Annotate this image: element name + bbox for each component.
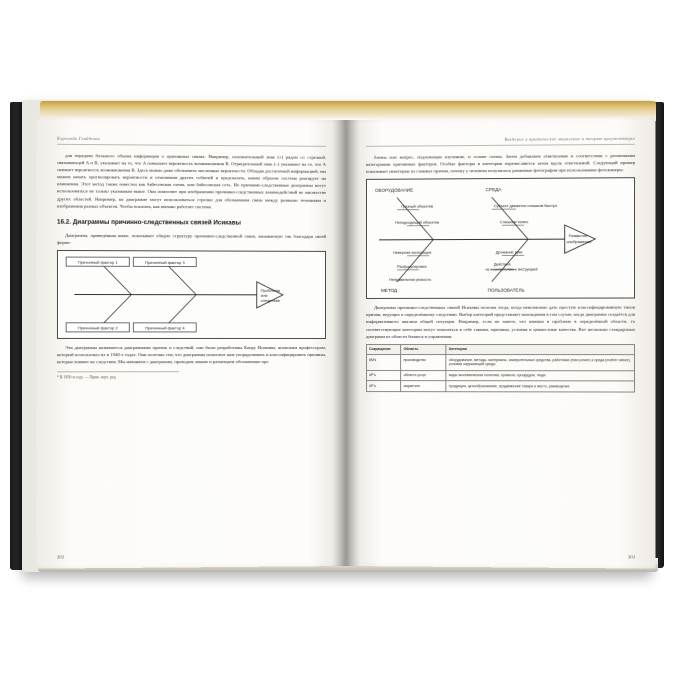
open-book (10, 96, 664, 578)
folio-right: 203 (627, 554, 636, 560)
table-header-area: Область (401, 344, 446, 355)
left-paragraph-2: Эти диаграммы называются диаграммами причин и следствий, они были разработаны Каору Исикавы, японским профессором, который использовал их в 1940-х годах. Они полезны тем, что диаграммы помогают нам упорядочивать и классифицировать причины, которые влияют на следствия. Мы начинаем с диаграммы, проводим линию и размещаем обозначение про (56, 344, 326, 365)
running-head-right: Введение в критическое мышление и теорию аргументации (366, 136, 635, 147)
left-paragraph-1: для передачи большого объема информации о причинных связях. Например, положительный знак (+) рядом со стрелкой, связывающей A и B, указывает на то, что A повышает вероятность возникновения B. Отрицательный знак (–) указывает на то, что A снижает вероятность возникновения B. Здесь можно даже обозначить численные вероятности. Обладая достаточной информацией, мы можем начать прогнозировать вероятности и отношения других событий и предсказать, каким образом система реагирует на изменения. Этот метод также известен как байесовская схема, или байесовская сеть. Но причинно-следственные диаграммы могут использоваться не только указанным выше. Они помогают при изображении причинно-следственных взаимодействий во множестве других областей. Например, на диаграмме могут использоваться стрелки для обозначения связи между разными течениями и изображения разных объектов. Чтобы показать, как именно работает система. (56, 152, 326, 209)
left-page (37, 117, 346, 568)
table-header-categories: Категории (446, 344, 634, 355)
fishbone-camera-effect-label-1: Размытое (568, 233, 588, 239)
fishbone-generic-effect-label-3: следствие (260, 297, 281, 303)
table-header-abbrev: Сокращение (367, 344, 402, 355)
fishbone-camera-cause-user-2b: не в соответствии с инструкцией (485, 267, 538, 272)
left-figure-intro: Диаграмма, приведённая ниже, показывает общую структуру причинно-следственной связи, называемую так благодаря своей форме: (56, 232, 326, 245)
table-row (367, 370, 635, 381)
section-heading: 16.2. Диаграммы причинно-следственных связей Исикавы (56, 218, 241, 227)
folio-left: 202 (56, 554, 65, 560)
fishbone-camera-svg (367, 178, 634, 298)
pages-block (22, 100, 652, 572)
table-row (367, 381, 635, 392)
fishbone-camera-effect-label-2: изображение (566, 239, 592, 245)
cell-abbrev: 4P's (367, 381, 402, 392)
right-paragraph-top: блемы или вопрос, подлежащие изучению, и голове схемы. Затем добавляем ответвления и соответствии с различными категориями причинных факторов. Особые факторы в категории перечисляются затем вдоль ответвлений. Следующий пример показывает некоторые из главных причин, почему у человека получилось разнымые фотографии при использовании фотокамеры: (366, 152, 636, 175)
figure-fishbone-generic (57, 250, 326, 339)
fishbone-generic-cause2-label: Причинный фактор 2 (77, 325, 118, 331)
fishbone-camera-cause-method-1: Неверная экспозиция (393, 250, 432, 256)
fishbone-camera-cause-env-1: Субъект движется слишком быстро (493, 204, 558, 209)
fishbone-generic-cause3-label: Причинный фактор 3 (145, 259, 185, 266)
fishbone-camera-foot-right: ПОЛЬЗОВАТЕЛЬ (487, 287, 525, 294)
fishbone-generic-effect-label-1: Проблема (260, 287, 280, 293)
fishbone-camera-cause-equipment-2: Неподходящий объектив (395, 220, 440, 226)
footnote-left: * В 1950-м году. — Прим. науч. ред. (57, 371, 179, 381)
cell-abbrev: 4P's (367, 370, 402, 381)
cell-area: производство (401, 355, 446, 370)
fishbone-camera-cause-user-2a: Действия (493, 262, 511, 267)
cell-categories: виды экономическая политика, правила, процедуры, люди (446, 370, 634, 381)
fishbone-generic-cause1-label: Причинный фактор 1 (77, 259, 118, 265)
cell-categories: продукция, ценообразование, продвижение товара и место, размещение (446, 381, 634, 392)
cell-area: область услуг (401, 370, 446, 381)
cell-area: маркетинг (401, 381, 446, 392)
table-header-row (367, 344, 635, 355)
fishbone-camera-cause-user-1: Дрожание руки (495, 250, 523, 255)
fishbone-camera-cause-method-2: Расфокусировка (397, 265, 427, 270)
right-page (346, 117, 655, 568)
fishbone-generic-cause4-label: Причинный фактор 4 (145, 325, 185, 331)
table-row (367, 355, 635, 370)
figure-fishbone-camera (366, 177, 635, 299)
running-head-left: Кэролайн Глайбоши (57, 136, 326, 147)
cell-abbrev: 6М's (367, 355, 402, 370)
fishbone-generic-svg (58, 251, 325, 338)
business-categories-table (366, 344, 635, 393)
fishbone-camera-foot-left: МЕТОД (381, 288, 398, 294)
fishbone-camera-head-left: ОБОРУДОВАНИЕ (375, 187, 414, 194)
fishbone-camera-cause-method-3: Неправильная резкость (389, 278, 432, 283)
fishbone-camera-head-right: СРЕДА (485, 187, 502, 193)
right-paragraph-bottom: Диаграмма причинно-следственных связей Исикавы полезна тогда, когда невозможно дать простую классифицированную типов причин, ведущих к определённому следствию. Выбор категорий представляет нахождения в том случае, когда диаграмма создаётся для информативного анализа общей ситуации. Например, если не знаете, что именно в проблеме в определённой области, то соответствующие категории могут показаться в себе такими, причины, условия и ценностные качества. Вот несколько стандартных диаграмм из области бизнеса и управления: (366, 304, 636, 339)
fishbone-camera-cause-env-2: Слишком темно (499, 220, 529, 225)
fishbone-generic-effect-label-2: или (260, 292, 268, 298)
fishbone-camera-cause-equipment-1: Грязный объектив (401, 204, 434, 209)
cell-categories: оборудование, методы, материалы, измерительные средства, работники (man power) и среда (mother nature), условия окружающей среды (446, 355, 634, 370)
